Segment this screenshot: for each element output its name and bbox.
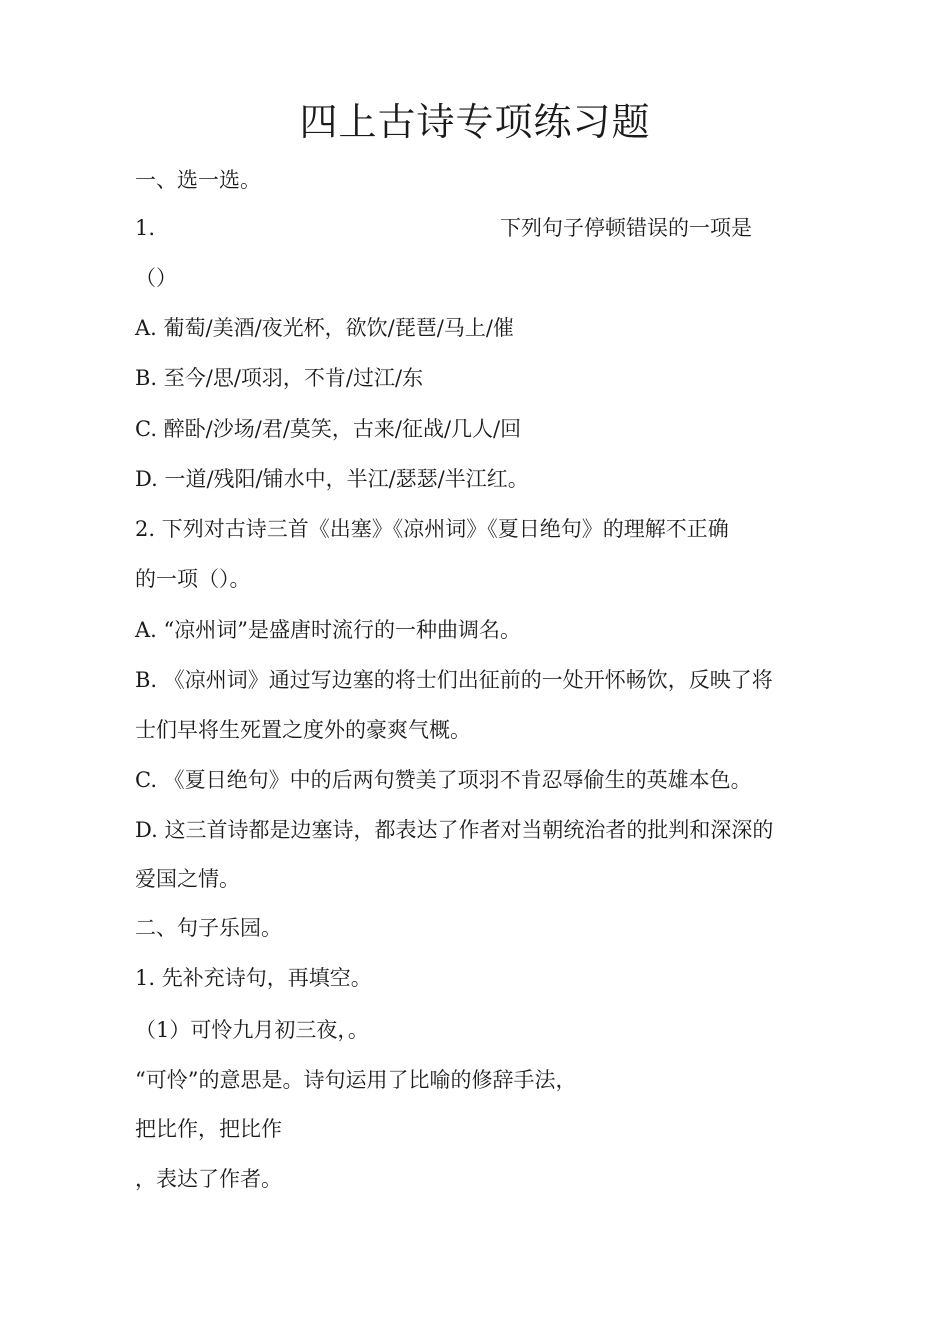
q2-option-d-line1: D. 这三首诗都是边塞诗，都表达了作者对当朝统治者的批判和深深的 [135, 818, 774, 842]
q1-option-d: D. 一道/残阳/铺水中，半江/瑟瑟/半江红。 [135, 467, 529, 491]
page-title: 四上古诗专项练习题 [299, 100, 651, 144]
s2-q1-line2: “可怜”的意思是。诗句运用了比喻的修辞手法， [135, 1068, 577, 1092]
q1-number: 1. [135, 216, 156, 240]
s2-q1-stem: 1. 先补充诗句，再填空。 [135, 966, 372, 990]
section1-heading: 一、选一选。 [135, 168, 261, 192]
s2-q1-sub1: （1）可怜九月初三夜，。 [135, 1018, 369, 1042]
s2-q1-line4: ，表达了作者。 [135, 1167, 282, 1191]
q2-option-b-line1: B. 《凉州词》通过写边塞的将士们出征前的一处开怀畅饮，反映了将 [135, 668, 773, 692]
q2-option-d-line2: 爱国之情。 [135, 867, 240, 891]
q2-option-b-line2: 士们早将生死置之度外的豪爽气概。 [135, 718, 471, 742]
q1-stem: 下列句子停顿错误的一项是 [500, 216, 752, 240]
q1-option-c: C. 醉卧/沙场/君/莫笑，古来/征战/几人/回 [135, 417, 522, 441]
q1-paren: （） [135, 266, 177, 290]
q2-stem-line1: 2. 下列对古诗三首《出塞》《凉州词》《夏日绝句》的理解不正确 [135, 517, 729, 541]
q1-option-b: B. 至今/思/项羽，不肯/过江/东 [135, 366, 424, 390]
q2-option-c: C. 《夏日绝句》中的后两句赞美了项羽不肯忍辱偷生的英雄本色。 [135, 768, 752, 792]
q2-option-a: A. “凉州词”是盛唐时流行的一种曲调名。 [135, 618, 521, 642]
q2-stem-line2: 的一项（）。 [135, 567, 251, 591]
q1-stem-line [135, 213, 752, 243]
section2-heading: 二、句子乐园。 [135, 916, 282, 940]
q1-option-a: A. 葡萄/美酒/夜光杯，欲饮/琵琶/马上/催 [135, 316, 514, 340]
s2-q1-line3: 把比作，把比作 [135, 1117, 282, 1141]
